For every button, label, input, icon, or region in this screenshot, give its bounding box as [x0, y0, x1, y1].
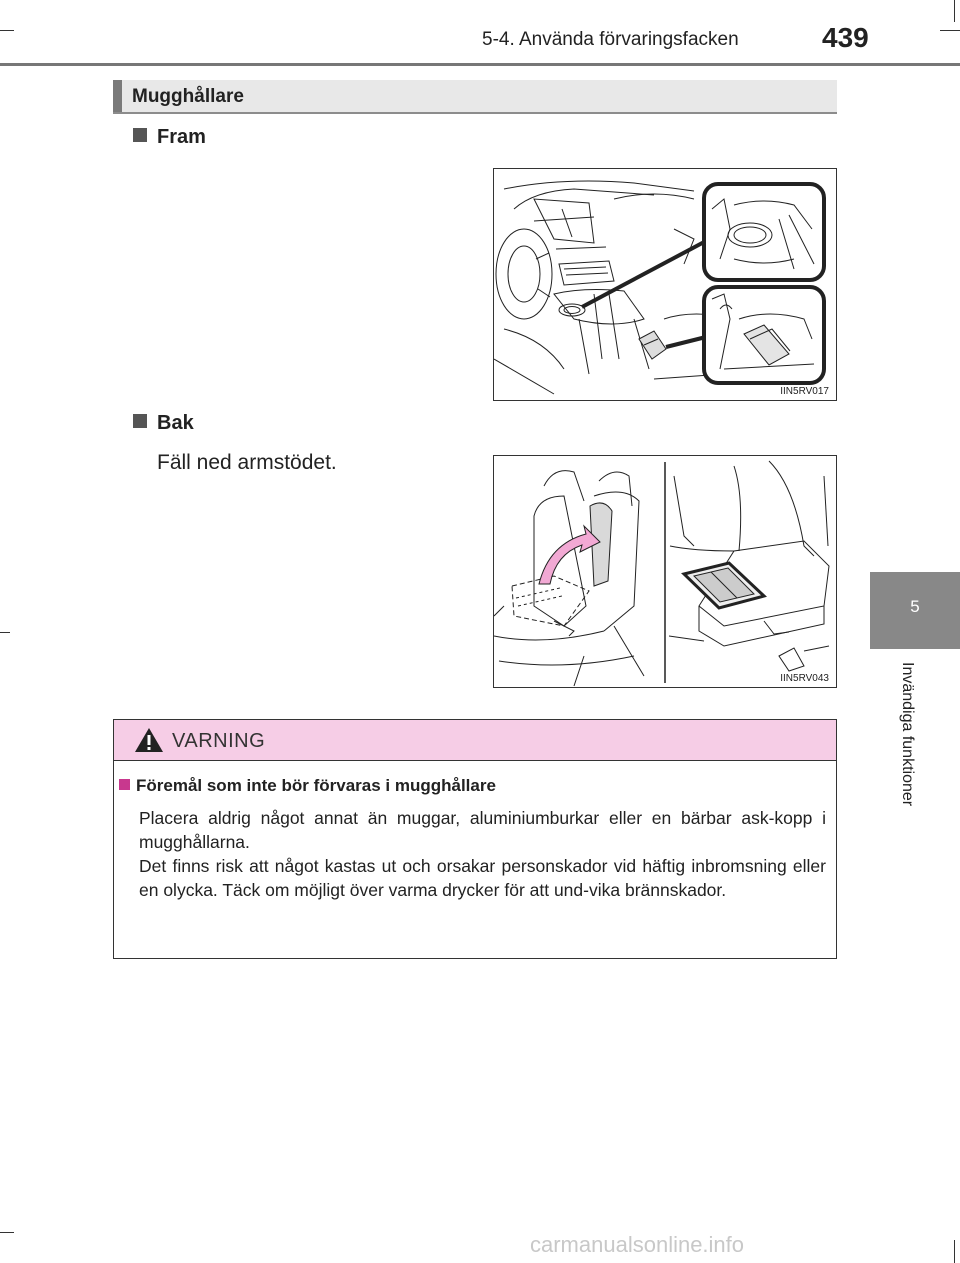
header-rule	[0, 63, 960, 66]
running-header: 5-4. Använda förvaringsfacken	[482, 29, 739, 50]
crop-mark	[0, 1232, 14, 1233]
rear-cupholder-figure	[493, 455, 837, 688]
warning-paragraph: Placera aldrig något annat än muggar, aluminiumburkar eller en bärbar ask-kopp i mugghållarna.	[139, 808, 826, 852]
chapter-title: Invändiga funktioner	[899, 662, 916, 807]
front-heading	[133, 126, 206, 149]
chapter-number: 5	[910, 597, 920, 616]
front-cupholder-illustration	[494, 169, 837, 401]
crop-mark	[0, 632, 10, 633]
section-title: Mugghållare	[132, 86, 244, 107]
watermark: carmanualsonline.info	[530, 1232, 745, 1257]
warning-subheading-text: Föremål som inte bör förvaras i mugghållare	[136, 776, 496, 795]
page-number: 439	[822, 22, 869, 53]
warning-header	[114, 720, 836, 761]
front-heading-label: Fram	[157, 126, 206, 148]
bullet-square-icon	[133, 414, 147, 428]
crop-mark	[954, 1240, 955, 1263]
warning-box	[113, 719, 837, 959]
front-figure-code: IIN5RV017	[780, 386, 829, 397]
warning-paragraph: Det finns risk att något kastas ut och orsakar personskador vid häftig inbromsning eller en olycka. Täck om möjligt över varma drycker för att und-vika brännskador.	[139, 856, 826, 900]
crop-mark	[0, 30, 14, 31]
front-cupholder-figure	[493, 168, 837, 401]
warning-body	[114, 761, 836, 902]
section-accent	[113, 80, 122, 112]
rear-armrest-illustration	[494, 456, 837, 688]
warning-triangle-icon	[134, 727, 164, 753]
warning-subheading	[119, 776, 826, 796]
warning-label: VARNING	[172, 730, 266, 752]
rear-heading-label: Bak	[157, 412, 194, 434]
bullet-square-icon	[119, 779, 130, 790]
rear-figure-code: IIN5RV043	[780, 673, 829, 684]
section-title-bar	[113, 80, 837, 114]
rear-instruction: Fäll ned armstödet.	[157, 451, 337, 474]
crop-mark	[954, 0, 955, 22]
rear-heading	[133, 412, 194, 435]
bullet-square-icon	[133, 128, 147, 142]
crop-mark	[940, 30, 960, 31]
warning-text	[119, 806, 826, 902]
